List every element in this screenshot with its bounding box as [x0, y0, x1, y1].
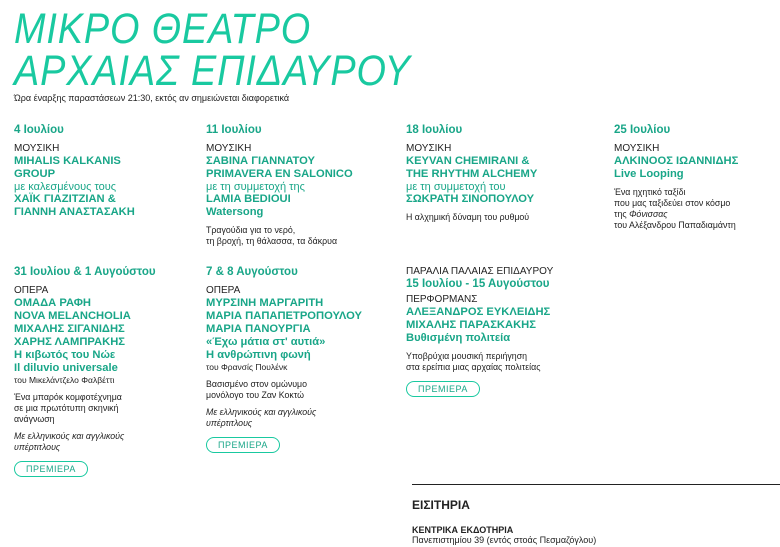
event-description: που μας ταξιδεύει στον κόσμο	[614, 198, 731, 208]
event-category: ΜΟΥΣΙΚΗ	[406, 143, 452, 154]
event-category: ΠΕΡΦΟΡΜΑΝΣ	[406, 294, 478, 305]
performer: ΣΑΒΙΝΑ ΓΙΑΝΝΑΤΟΥ	[206, 155, 315, 167]
event-description: ανάγνωση	[14, 414, 55, 424]
performer: NOVA MELANCHOLIA	[14, 310, 131, 322]
guest: ΧΑΪΚ ΓΙΑΖΙΤΖΙΑΝ &	[14, 193, 116, 205]
event-description: μονόλογο του Ζαν Κοκτώ	[206, 390, 305, 400]
performer: ΑΛΕΞΑΝΔΡΟΣ ΕΥΚΛΕΙΔΗΣ	[406, 306, 551, 318]
composer: του Φρανσίς Πουλένκ	[206, 362, 288, 372]
surtitles-note: υπέρτιτλους	[206, 418, 253, 428]
show-title: Watersong	[206, 206, 264, 218]
event-description: Τραγούδια για το νερό,	[206, 225, 296, 235]
event-card-31-july	[14, 266, 204, 477]
event-description: Η αλχημική δύναμη του ρυθμού	[406, 212, 530, 222]
event-description: του Αλέξανδρου Παπαδιαμάντη	[614, 220, 736, 230]
event-location: ΠΑΡΑΛΙΑ ΠΑΛΑΙΑΣ ΕΠΙΔΑΥΡΟΥ	[406, 266, 554, 277]
title-line-2: ΑΡΧΑΙΑΣ ΕΠΙΔΑΥΡΟΥ	[14, 47, 411, 95]
performer: ΑΛΚΙΝΟΟΣ ΙΩΑΝΝΙΔΗΣ	[614, 155, 739, 167]
event-card-beach	[406, 266, 606, 397]
show-title: Il diluvio universale	[14, 362, 118, 374]
premiere-badge: ΠΡΕΜΙΕΡΑ	[206, 437, 280, 453]
guests-intro: με τη συμμετοχή της	[206, 181, 305, 193]
show-title: Η κιβωτός του Νώε	[14, 349, 116, 361]
performer: PRIMAVERA EN SALONICO	[206, 168, 353, 180]
event-date: 25 Ιουλίου	[614, 124, 671, 136]
performer: ΜΙΧΑΛΗΣ ΣΙΓΑΝΙΔΗΣ	[14, 323, 125, 335]
event-date: 11 Ιουλίου	[206, 124, 262, 136]
page-title	[14, 5, 411, 95]
event-description: Βασισμένο στον ομώνυμο	[206, 379, 308, 389]
event-date: 31 Ιουλίου & 1 Αυγούστου	[14, 266, 156, 278]
box-office-address: Πανεπιστημίου 39 (εντός στοάς Πεσμαζόγλου)	[412, 535, 597, 545]
guest: ΣΩΚΡΑΤΗ ΣΙΝΟΠΟΥΛΟΥ	[406, 193, 535, 205]
event-description: Υποβρύχια μουσική περιήγηση	[406, 351, 528, 361]
title-line-1: ΜΙΚΡΟ ΘΕΑΤΡΟ	[14, 5, 312, 53]
event-category: ΜΟΥΣΙΚΗ	[614, 143, 660, 154]
performer: THE RHYTHM ALCHEMY	[406, 168, 538, 180]
event-card-11-july	[206, 124, 396, 247]
surtitles-note: υπέρτιτλους	[14, 442, 61, 452]
performer: ΧΑΡΗΣ ΛΑΜΠΡΑΚΗΣ	[14, 336, 126, 348]
event-description: Ένα μπαρόκ κομφοτέχνημα	[14, 392, 122, 402]
event-category: ΟΠΕΡΑ	[14, 285, 49, 296]
performer: ΜΙΧΑΛΗΣ ΠΑΡΑΣΚΑΚΗΣ	[406, 319, 536, 331]
performer: ΜΑΡΙΑ ΠΑΠΑΠΕΤΡΟΠΟΥΛΟΥ	[206, 310, 362, 322]
tickets-heading: ΕΙΣΙΤΗΡΙΑ	[412, 498, 470, 512]
event-card-4-july	[14, 124, 204, 219]
event-card-7-8-august	[206, 266, 396, 453]
performer: ΜΥΡΣΙΝΗ ΜΑΡΓΑΡΙΤΗ	[206, 297, 324, 309]
event-description: Ένα ηχητικό ταξίδι	[614, 187, 686, 197]
event-description: τη βροχή, τη θάλασσα, τα δάκρυα	[206, 236, 338, 246]
event-date: 15 Ιουλίου - 15 Αυγούστου	[406, 278, 550, 290]
guests-intro: με καλεσμένους τους	[14, 181, 117, 193]
surtitles-note: Με ελληνικούς και αγγλικούς	[206, 407, 317, 417]
event-category: ΜΟΥΣΙΚΗ	[206, 143, 252, 154]
performer: ΟΜΑΔΑ ΡΑΦΗ	[14, 297, 92, 309]
performer: MIHALIS KALKANIS	[14, 155, 121, 167]
box-office-heading: ΚΕΝΤΡΙΚΑ ΕΚΔΟΤΗΡΙΑ	[412, 525, 514, 535]
guest: LAMIA BEDIOUI	[206, 193, 291, 205]
start-time-note: Ώρα έναρξης παραστάσεων 21:30, εκτός αν σημειώνεται διαφορετικά	[14, 93, 290, 103]
premiere-badge: ΠΡΕΜΙΕΡΑ	[14, 461, 88, 477]
event-category: ΟΠΕΡΑ	[206, 285, 241, 296]
event-date: 7 & 8 Αυγούστου	[206, 266, 298, 278]
performer: GROUP	[14, 168, 56, 180]
event-card-25-july	[614, 124, 774, 231]
tickets-section	[412, 484, 780, 545]
performer: KEYVAN CHEMIRANI &	[406, 155, 530, 167]
composer: του Μικελάντζελο Φαλβέττι	[14, 375, 115, 385]
event-description: στα ερείπια μιας αρχαίας πολιτείας	[406, 362, 541, 372]
guests-intro: με τη συμμετοχή του	[406, 181, 506, 193]
event-date: 18 Ιουλίου	[406, 124, 463, 136]
event-description: της Φόνισσας	[614, 209, 668, 219]
show-title: Live Looping	[614, 168, 684, 180]
event-category: ΜΟΥΣΙΚΗ	[14, 143, 60, 154]
performer: ΜΑΡΙΑ ΠΑΝΟΥΡΓΙΑ	[206, 323, 311, 335]
surtitles-note: Με ελληνικούς και αγγλικούς	[14, 431, 125, 441]
event-card-18-july	[406, 124, 596, 223]
event-description: σε μια πρωτότυπη σκηνική	[14, 403, 119, 413]
premiere-badge: ΠΡΕΜΙΕΡΑ	[406, 381, 480, 397]
event-date: 4 Ιουλίου	[14, 124, 64, 136]
guest: ΓΙΑΝΝΗ ΑΝΑΣΤΑΣΑΚΗ	[14, 206, 135, 218]
show-title: Βυθισμένη πολιτεία	[406, 332, 511, 344]
show-title: «Έχω μάτια στ' αυτιά»	[206, 336, 326, 348]
show-title: Η ανθρώπινη φωνή	[206, 349, 311, 361]
